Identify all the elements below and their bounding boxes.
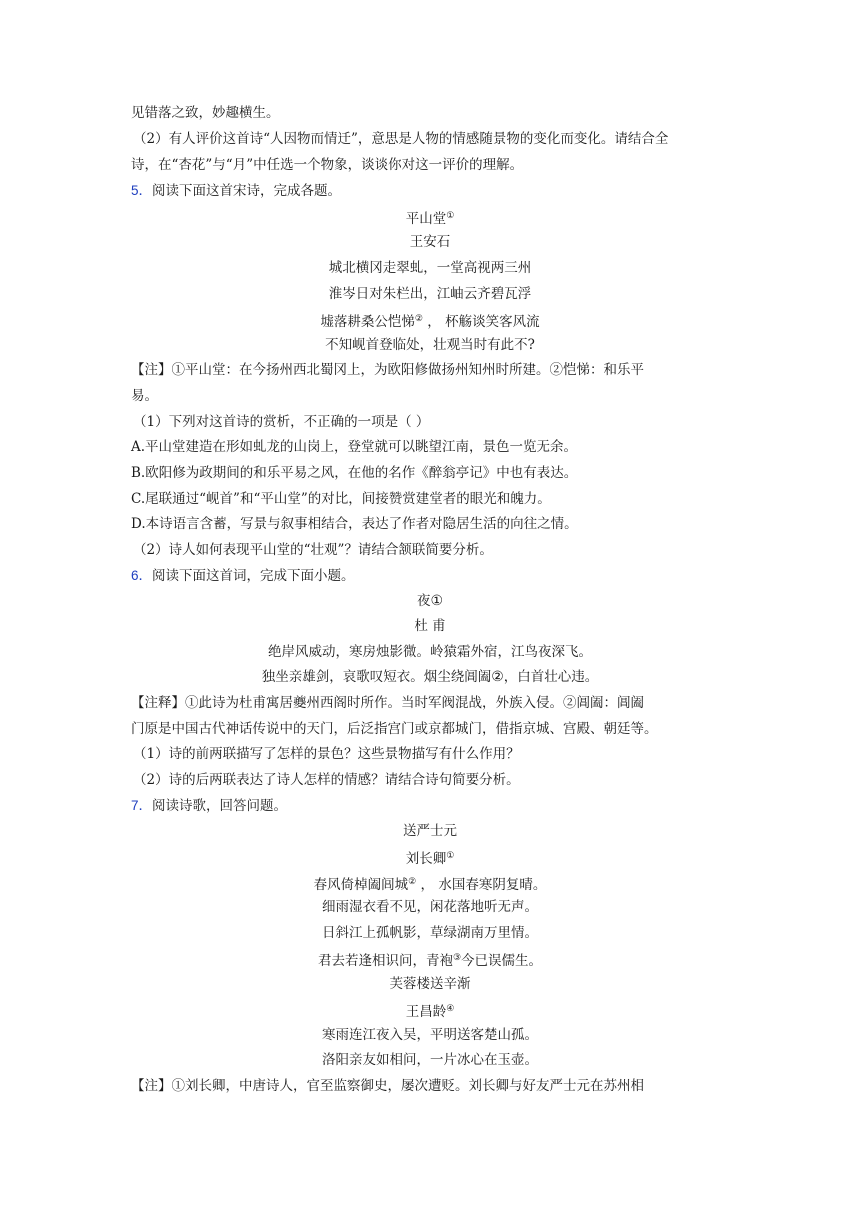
footnote-marker: ① bbox=[446, 211, 455, 221]
note-line: 易。 bbox=[131, 388, 158, 404]
poem-author: 王安石 bbox=[409, 234, 451, 250]
poem-line bbox=[130, 310, 730, 331]
question-number: 5． bbox=[131, 183, 153, 198]
question-5-heading bbox=[131, 182, 731, 200]
poem-line: 城北横冈走翠虬，一堂高视两三州 bbox=[328, 260, 532, 276]
poem-title: 送严士元 bbox=[403, 823, 457, 839]
poem-title bbox=[130, 592, 730, 610]
poem-line-part: 春风倚棹阖闾城 bbox=[313, 877, 409, 893]
text-line: 诗，在“杏花”与“月”中任选一个物象，谈谈你对这一评价的理解。 bbox=[131, 157, 524, 173]
poem-line-part: ， 杯觞谈笑客风流 bbox=[422, 314, 540, 330]
question-prompt: 阅读诗歌，回答问题。 bbox=[152, 798, 288, 814]
sub-question: （2）诗人如何表现平山堂的“壮观”？请结合颔联简要分析。 bbox=[133, 542, 493, 558]
note-line: 【注】①平山堂：在今扬州西北蜀冈上，为欧阳修做扬州知州时所建。②恺悌：和乐平 bbox=[131, 362, 644, 378]
footnote-marker: ② bbox=[414, 314, 423, 324]
question-6-heading bbox=[131, 567, 731, 585]
question-4-sub2: （2）有人评价这首诗“人因物而情迁”，意思是人物的情感随景物的变化而变化。请结合全 bbox=[133, 131, 669, 147]
footnote-marker: ③ bbox=[452, 953, 462, 963]
sub-question: （2）诗的后两联表达了诗人怎样的情感？请结合诗句简要分析。 bbox=[133, 772, 520, 788]
poem-line-part: ， 水国春寒阴复晴。 bbox=[416, 877, 547, 893]
question-prompt: 阅读下面这首宋诗，完成各题。 bbox=[152, 183, 342, 199]
option-b: B.欧阳修为政期间的和乐平易之风，在他的名作《醉翁亭记》中也有表达。 bbox=[131, 465, 578, 481]
poem-title-text: 夜 bbox=[416, 593, 431, 609]
poem-line bbox=[130, 949, 730, 970]
option-a: A.平山堂建造在形如虬龙的山岗上，登堂就可以眺望江南，景色一览无余。 bbox=[131, 439, 578, 455]
poem-line: 洛阳亲友如相问，一片冰心在玉壶。 bbox=[322, 1052, 538, 1068]
poem-line bbox=[130, 668, 730, 686]
poem-line-part: ，白首壮心违。 bbox=[503, 669, 599, 685]
poem-line: 细雨湿衣看不见，闲花落地听无声。 bbox=[322, 899, 538, 915]
note-line: 【注释】①此诗为杜甫寓居夔州西阁时所作。当时军阀混战，外族入侵。②阊阖：阊阖 bbox=[131, 695, 644, 711]
poem-line: 寒雨连江夜入吴，平明送客楚山孤。 bbox=[322, 1027, 538, 1043]
footnote-marker: ④ bbox=[446, 1004, 455, 1014]
footnote-marker: ② bbox=[491, 669, 504, 685]
note-line: 【注】①刘长卿，中唐诗人，官至监察御史，屡次遭贬。刘长卿与好友严士元在苏州相 bbox=[131, 1078, 644, 1094]
poem-line: 淮岑日对朱栏出，江岫云齐碧瓦浮 bbox=[328, 286, 532, 302]
option-c: C.尾联通过“岘首”和“平山堂”的对比，间接赞赏建堂者的眼光和魄力。 bbox=[131, 491, 551, 507]
footnote-marker: ① bbox=[446, 851, 455, 861]
poem-author-text: 刘长卿 bbox=[405, 851, 447, 867]
poem-title bbox=[130, 207, 730, 228]
poem-author bbox=[130, 1000, 730, 1021]
poem-line bbox=[130, 873, 730, 894]
poem-author bbox=[130, 847, 730, 868]
note-line: 门原是中国古代神话传说中的天门，后泛指宫门或京都城门，借指京城、宫殿、朝廷等。 bbox=[131, 721, 658, 737]
poem-title-text: 平山堂 bbox=[405, 211, 447, 227]
poem-line: 日斜江上孤帆影，草绿湖南万里情。 bbox=[322, 925, 538, 941]
poem-title: 芙蓉楼送辛渐 bbox=[389, 976, 471, 992]
poem-line: 不知岘首登临处，壮观当时有此不? bbox=[325, 337, 535, 353]
poem-line-part: 今已误儒生。 bbox=[461, 953, 543, 969]
text-line: 见错落之致，妙趣横生。 bbox=[131, 105, 280, 121]
question-prompt: 阅读下面这首词，完成下面小题。 bbox=[152, 568, 355, 584]
poem-line-part: 独坐亲雄剑，哀歌叹短衣。烟尘绕阊阖 bbox=[261, 669, 492, 685]
sub-question: （1）下列对这首诗的赏析，不正确的一项是（ ） bbox=[133, 414, 430, 430]
question-7-heading bbox=[131, 797, 731, 815]
footnote-marker: ① bbox=[430, 593, 444, 609]
poem-line: 绝岸风威动，寒房烛影微。岭猿霜外宿，江鸟夜深飞。 bbox=[268, 644, 592, 660]
footnote-marker: ② bbox=[408, 877, 417, 887]
poem-author: 杜 甫 bbox=[414, 618, 446, 634]
question-number: 6． bbox=[131, 568, 153, 583]
sub-question: （1）诗的前两联描写了怎样的景色？这些景物描写有什么作用？ bbox=[133, 746, 520, 762]
poem-line-part: 君去若逢相识问，青袍 bbox=[317, 953, 453, 969]
poem-author-text: 王昌龄 bbox=[405, 1004, 447, 1020]
question-number: 7． bbox=[131, 798, 153, 813]
option-d: D.本诗语言含蓄，写景与叙事相结合，表达了作者对隐居生活的向往之情。 bbox=[131, 516, 578, 532]
poem-line-part: 墟落耕桑公恺悌 bbox=[320, 314, 415, 330]
